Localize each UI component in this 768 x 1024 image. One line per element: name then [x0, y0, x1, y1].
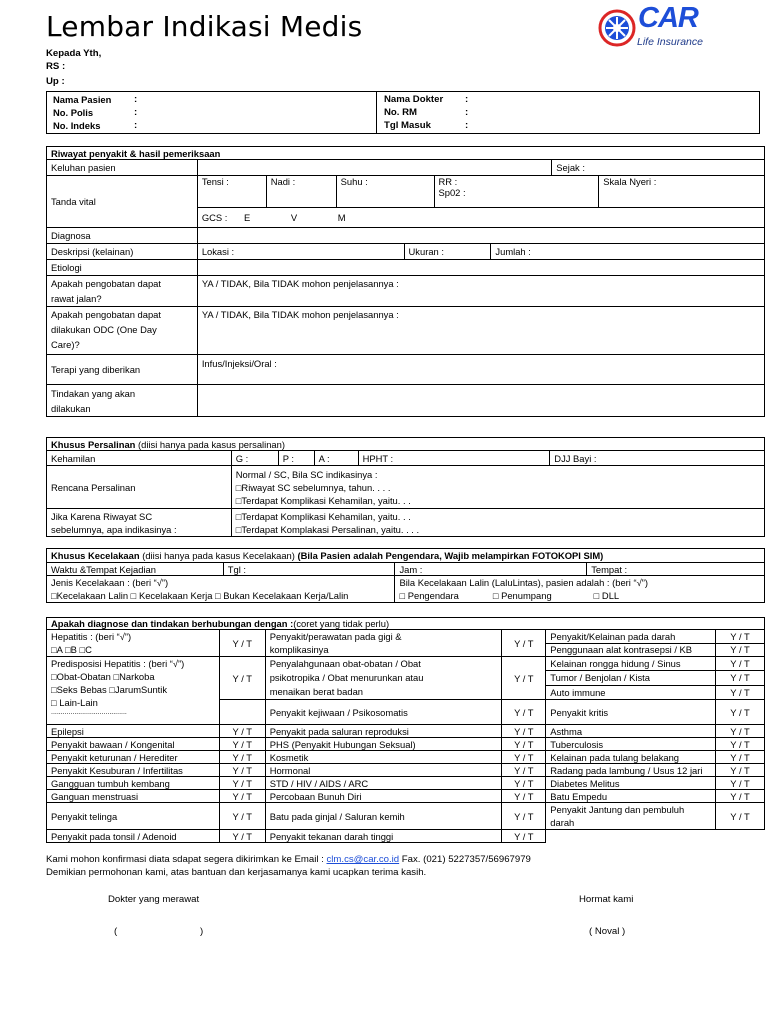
- label-bila-lalin: Bila Kecelakaan Lalin (LaluLintas), pasien adalah : (beri “√”): [399, 577, 648, 588]
- label-jika-sc: [47, 509, 232, 537]
- label-phs: PHS (Penyakit Hubungan Seksual): [265, 738, 502, 751]
- keluhan-field[interactable]: [197, 160, 551, 176]
- yt-infertilitas[interactable]: Y / T: [219, 764, 265, 777]
- label-hidung: Kelainan rongga hidung / Sinus: [546, 657, 716, 671]
- field-jumlah[interactable]: Jumlah :: [491, 244, 765, 260]
- label-auto-immune: Auto immune: [546, 685, 716, 699]
- label-gigi: [265, 630, 502, 657]
- jenis-kecelakaan-cell[interactable]: [47, 576, 395, 603]
- field-jam[interactable]: Jam :: [395, 563, 587, 576]
- field-hpht[interactable]: HPHT :: [358, 451, 550, 466]
- field-skala-nyeri[interactable]: Skala Nyeri :: [599, 176, 765, 208]
- field-p[interactable]: P :: [278, 451, 314, 466]
- hepatitis-options[interactable]: □A □B □C: [51, 644, 92, 655]
- checkbox-pengendara[interactable]: □ Pengendara: [399, 590, 459, 601]
- field-lokasi[interactable]: Lokasi :: [197, 244, 404, 260]
- label-diabetes: Diabetes Melitus: [546, 777, 716, 790]
- yt-auto-immune[interactable]: Y / T: [716, 685, 765, 699]
- colon: :: [465, 120, 469, 131]
- label-epilepsi: Epilepsi: [47, 725, 220, 738]
- addressee-to: Kepada Yth,: [46, 48, 102, 59]
- yt-std[interactable]: Y / T: [502, 777, 546, 790]
- label-terapi: Terapi yang diberikan: [47, 355, 198, 385]
- rencana-options[interactable]: [231, 466, 764, 509]
- field-g[interactable]: G :: [231, 451, 278, 466]
- persalinan-title: Khusus Persalinan: [51, 438, 136, 450]
- label-menstruasi: Ganguan menstruasi: [47, 790, 220, 803]
- logo-brand: CAR: [638, 2, 698, 34]
- colon: :: [134, 107, 138, 118]
- rawat-jalan-field[interactable]: YA / TIDAK, Bila TIDAK mohon penjelasannya :: [197, 276, 764, 307]
- field-suhu[interactable]: Suhu :: [336, 176, 434, 208]
- obat-line1: Penyalahgunaan obat-obatan / Obat: [269, 658, 421, 669]
- label-m: M: [337, 212, 346, 223]
- label-herediter: Penyakit keturunan / Herediter: [47, 751, 220, 764]
- label-spo2: Sp02 :: [438, 187, 466, 198]
- diagnose-note: (coret yang tidak perlu): [293, 618, 390, 629]
- jantung-line1: Penyakit Jantung dan pembuluh: [550, 804, 685, 815]
- signature-noval: ( Noval ): [589, 926, 626, 937]
- predisposisi-options-1[interactable]: □Obat-Obatan □Narkoba: [51, 671, 155, 682]
- label-gcs: GCS :: [201, 212, 228, 223]
- label-asthma: Asthma: [546, 725, 716, 738]
- yt-telinga[interactable]: Y / T: [219, 803, 265, 830]
- label-nama-pasien: Nama Pasien: [53, 94, 112, 105]
- terapi-field[interactable]: Infus/Injeksi/Oral :: [197, 355, 764, 385]
- diagnose-header: [47, 618, 765, 630]
- predisposisi-dots: .......................................: [51, 709, 127, 716]
- jika-line2: sebelumnya, apa indikasinya :: [51, 523, 177, 535]
- odc-line2: dilakukan ODC (One Day: [51, 324, 157, 335]
- label-bunuh-diri: Percobaan Bunuh Diri: [265, 790, 502, 803]
- label-kejiwaan: Penyakit kejiwaan / Psikosomatis: [265, 700, 502, 725]
- tindakan-line2: dilakukan: [51, 402, 91, 414]
- odc-line3: Care)?: [51, 339, 80, 350]
- label-rr: RR :: [438, 176, 458, 187]
- addressee-rs: RS :: [46, 61, 66, 72]
- yt-tumor[interactable]: Y / T: [716, 671, 765, 685]
- kecelakaan-header: [47, 549, 765, 563]
- yt-bunuh-diri[interactable]: Y / T: [502, 790, 546, 803]
- diagnose-title: Apakah diagnose dan tindakan berhubungan dengan :: [51, 618, 294, 629]
- kecelakaan-note: (diisi hanya pada kasus Kecelakaan): [139, 550, 298, 561]
- signature-dokter-close: ): [200, 926, 204, 937]
- label-reproduksi: Penyakit pada saluran reproduksi: [265, 725, 502, 738]
- kecelakaan-table: [46, 548, 765, 603]
- label-odc: [47, 307, 198, 355]
- label-kongenital: Penyakit bawaan / Kongenital: [47, 738, 220, 751]
- yt-diabetes[interactable]: Y / T: [716, 777, 765, 790]
- label-nama-dokter: Nama Dokter: [384, 94, 444, 105]
- jika-line1: Jika Karena Riwayat SC: [51, 510, 153, 522]
- yt-phs[interactable]: Y / T: [502, 738, 546, 751]
- yt-asthma[interactable]: Y / T: [716, 725, 765, 738]
- label-etiologi: Etiologi: [47, 260, 198, 276]
- label-tanda-vital: Tanda vital: [47, 176, 198, 228]
- email-link[interactable]: clm.cs@car.co.id: [326, 854, 400, 865]
- field-ukuran[interactable]: Ukuran :: [404, 244, 491, 260]
- label-tumor: Tumor / Benjolan / Kista: [546, 671, 716, 685]
- label-no-polis: No. Polis: [53, 107, 94, 118]
- predisposisi-options-2[interactable]: □Seks Bebas □JarumSuntik: [51, 684, 168, 695]
- label-jantung: [546, 803, 716, 830]
- patient-info-box: [46, 91, 760, 134]
- field-tensi[interactable]: Tensi :: [197, 176, 266, 208]
- yt-lambung[interactable]: Y / T: [716, 764, 765, 777]
- rawat-jalan-line1: Apakah pengobatan dapat: [51, 278, 161, 289]
- label-kritis: Penyakit kritis: [546, 700, 716, 725]
- signature-hormat-label: Hormat kami: [579, 894, 634, 905]
- label-diagnosa: Diagnosa: [47, 228, 198, 244]
- yt-tonsil[interactable]: Y / T: [219, 830, 265, 843]
- yt-darah[interactable]: Y / T: [716, 630, 765, 644]
- hepatitis-cell[interactable]: [47, 630, 220, 657]
- footer-thanks: Demikian permohonan kami, atas bantuan dan kerjasamanya kami ucapkan terima kasih.: [46, 867, 427, 878]
- status-pasien-cell[interactable]: [395, 576, 765, 603]
- colon: :: [134, 94, 138, 105]
- page-title: Lembar Indikasi Medis: [46, 10, 363, 43]
- car-emblem-icon: [597, 8, 637, 48]
- label-tgl-masuk: Tgl Masuk: [384, 120, 431, 131]
- label-tonsil: Penyakit pada tonsil / Adenoid: [47, 830, 220, 843]
- field-nadi[interactable]: Nadi :: [266, 176, 336, 208]
- checkbox-penumpang[interactable]: □ Penumpang: [492, 590, 552, 601]
- odc-field[interactable]: YA / TIDAK, Bila TIDAK mohon penjelasannya :: [197, 307, 764, 355]
- diagnosa-field[interactable]: [197, 228, 764, 244]
- rencana-line1: Normal / SC, Bila SC indikasinya :: [235, 468, 378, 480]
- colon: :: [465, 94, 469, 105]
- riwayat-header: Riwayat penyakit & hasil pemeriksaan: [47, 147, 765, 160]
- yt-obat[interactable]: Y / T: [502, 657, 546, 700]
- yt-kritis[interactable]: Y / T: [716, 700, 765, 725]
- field-tempat[interactable]: Tempat :: [587, 563, 765, 576]
- odc-line1: Apakah pengobatan dapat: [51, 309, 161, 320]
- etiologi-field[interactable]: [197, 260, 764, 276]
- checkbox-riwayat-sc[interactable]: □Riwayat SC sebelumnya, tahun. . . .: [235, 481, 391, 493]
- yt-batu-empedu[interactable]: Y / T: [716, 790, 765, 803]
- yt-predisposisi-blank: [219, 700, 265, 725]
- label-waktu-tempat: Waktu &Tempat Kejadian: [47, 563, 224, 576]
- label-kosmetik: Kosmetik: [265, 751, 502, 764]
- yt-hidung[interactable]: Y / T: [716, 657, 765, 671]
- label-lambung: Radang pada lambung / Usus 12 jari: [546, 764, 716, 777]
- label-ginjal: Batu pada ginjal / Saluran kemih: [265, 803, 502, 830]
- yt-epilepsi[interactable]: Y / T: [219, 725, 265, 738]
- predisposisi-label: Predisposisi Hepatitis : (beri “√”): [51, 658, 185, 669]
- colon: :: [134, 120, 138, 131]
- jika-options[interactable]: [231, 509, 764, 537]
- label-kehamilan: Kehamilan: [47, 451, 232, 466]
- label-sejak[interactable]: Sejak :: [552, 160, 765, 176]
- car-logo: [597, 2, 727, 52]
- yt-menstruasi[interactable]: Y / T: [219, 790, 265, 803]
- colon: :: [465, 107, 469, 118]
- checkbox-dll[interactable]: □ DLL: [593, 590, 620, 601]
- footer-line1a: Kami mohon konfirmasi diata sdapat segera dikirimkan ke Email :: [46, 854, 327, 865]
- label-deskripsi: Deskripsi (kelainan): [47, 244, 198, 260]
- yt-tuberculosis[interactable]: Y / T: [716, 738, 765, 751]
- label-tindakan: [47, 385, 198, 417]
- yt-tekanan-darah[interactable]: Y / T: [502, 830, 546, 843]
- persalinan-header: [47, 438, 765, 451]
- label-keluhan: Keluhan pasien: [47, 160, 198, 176]
- logo-subtitle: Life Insurance: [637, 36, 703, 48]
- persalinan-table: [46, 437, 765, 537]
- yt-herediter[interactable]: Y / T: [219, 751, 265, 764]
- label-jenis-kecelakaan: Jenis Kecelakaan : (beri “√”): [51, 577, 169, 588]
- yt-hormonal[interactable]: Y / T: [502, 764, 546, 777]
- checkbox-jika-komplikasi-kehamilan[interactable]: □Terdapat Komplikasi Kehamilan, yaitu. . .: [235, 510, 411, 522]
- addressee-up: Up :: [46, 76, 65, 87]
- yt-kongenital[interactable]: Y / T: [219, 738, 265, 751]
- label-darah: Penyakit/Kelainan pada darah: [546, 630, 716, 644]
- field-gcs[interactable]: [197, 208, 764, 228]
- persalinan-note: (diisi hanya pada kasus persalinan): [135, 438, 285, 450]
- signature-dokter-open: (: [114, 926, 118, 937]
- label-hormonal: Hormonal: [265, 764, 502, 777]
- label-kontrasepsi: Penggunaan alat kontrasepsi / KB: [546, 643, 716, 657]
- label-rawat-jalan: [47, 276, 198, 307]
- label-no-rm: No. RM: [384, 107, 418, 118]
- label-tuberculosis: Tuberculosis: [546, 738, 716, 751]
- hepatitis-label: Hepatitis : (beri “√”): [51, 631, 132, 642]
- yt-tulang-belakang[interactable]: Y / T: [716, 751, 765, 764]
- label-no-indeks: No. Indeks: [53, 120, 101, 131]
- gigi-line2: komplikasinya: [269, 644, 329, 655]
- jantung-line2: darah: [550, 817, 575, 828]
- yt-reproduksi[interactable]: Y / T: [502, 725, 546, 738]
- predisposisi-lain[interactable]: □ Lain-Lain: [51, 697, 98, 708]
- kecelakaan-title: Khusus Kecelakaan: [51, 550, 140, 561]
- field-rr-spo2[interactable]: [434, 176, 599, 208]
- label-tumbuh-kembang: Gangguan tumbuh kembang: [47, 777, 220, 790]
- label-batu-empedu: Batu Empedu: [546, 790, 716, 803]
- checkbox-komplikasi-kehamilan[interactable]: □Terdapat Komplikasi Kehamilan, yaitu. . .: [235, 494, 411, 506]
- yt-ginjal[interactable]: Y / T: [502, 803, 546, 830]
- label-tekanan-darah: Penyakit tekanan darah tinggi: [265, 830, 502, 843]
- label-rencana: Rencana Persalinan: [47, 466, 232, 509]
- yt-kosmetik[interactable]: Y / T: [502, 751, 546, 764]
- checkbox-jika-komplikasi-persalinan[interactable]: □Terdapat Komplakasi Persalinan, yaitu. . . .: [235, 523, 420, 535]
- tindakan-field[interactable]: [197, 385, 764, 417]
- jenis-kecelakaan-options[interactable]: □Kecelakaan Lalin □ Kecelakaan Kerja □ Bukan Kecelakaan Kerja/Lalin: [51, 590, 349, 601]
- footer-fax: Fax. (021) 5227357/56967979: [399, 854, 531, 865]
- yt-tumbuh-kembang[interactable]: Y / T: [219, 777, 265, 790]
- obat-line3: menaikan berat badan: [269, 686, 363, 697]
- signature-dokter-label: Dokter yang merawat: [108, 894, 200, 905]
- label-e: E: [243, 212, 251, 223]
- predisposisi-cell[interactable]: [47, 657, 220, 725]
- footer-contact: [46, 854, 531, 865]
- riwayat-table: [46, 146, 765, 417]
- kecelakaan-sim-note: (Bila Pasien adalah Pengendara, Wajib melampirkan FOTOKOPI SIM): [297, 550, 604, 561]
- yt-predisposisi[interactable]: Y / T: [219, 657, 265, 700]
- field-djj[interactable]: DJJ Bayi :: [550, 451, 765, 466]
- field-tgl[interactable]: Tgl :: [223, 563, 395, 576]
- gigi-line1: Penyakit/perawatan pada gigi &: [269, 631, 402, 642]
- label-infertilitas: Penyakit Kesuburan / Infertilitas: [47, 764, 220, 777]
- label-v: V: [290, 212, 298, 223]
- diagnose-table: [46, 617, 765, 843]
- rawat-jalan-line2: rawat jalan?: [51, 293, 102, 304]
- yt-hepatitis[interactable]: Y / T: [219, 630, 265, 657]
- yt-kejiwaan[interactable]: Y / T: [502, 700, 546, 725]
- yt-jantung[interactable]: Y / T: [716, 803, 765, 830]
- label-obat: [265, 657, 502, 700]
- yt-kontrasepsi[interactable]: Y / T: [716, 643, 765, 657]
- label-tulang-belakang: Kelainan pada tulang belakang: [546, 751, 716, 764]
- tindakan-line1: Tindakan yang akan: [51, 387, 136, 399]
- obat-line2: psikotropika / Obat menurunkan atau: [269, 672, 424, 683]
- field-a[interactable]: A :: [314, 451, 358, 466]
- yt-gigi[interactable]: Y / T: [502, 630, 546, 657]
- label-telinga: Penyakit telinga: [47, 803, 220, 830]
- label-std: STD / HIV / AIDS / ARC: [265, 777, 502, 790]
